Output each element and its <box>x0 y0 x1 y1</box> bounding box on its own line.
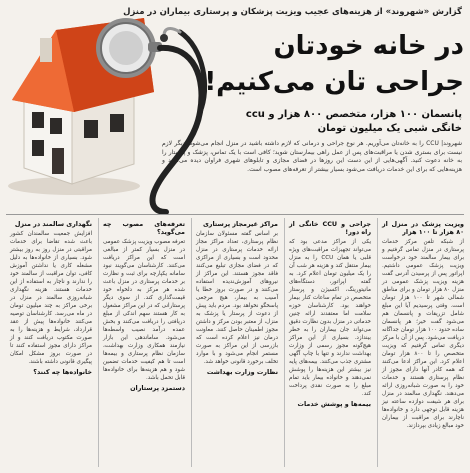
column-subheading: نگهداری سالمند در منزل <box>14 220 92 228</box>
subhead-line-2: خانگی شبی یک میلیون تومان <box>317 123 462 134</box>
headline-line-2: جراحی تان می‌کنیم! <box>204 67 464 97</box>
article-intro: شهروند| CCU را به خانه‌تان می‌آوریم. هر نوع جراحی و درمانی که لازم داشته باشید در منزل انجام می‌شود. دیگر لازم نیست برای بستری شدن یا مراقبت‌های پس از عمل راهی بیمارستان شوید؛ کافی است با یک تماس، پزشک و پرستار را به خانه دعوت کنید. آگهی‌هایی از این دست این روزها در فضای مجازی و تابلوهای شهری فراوان دیده می‌شود و هزینه‌هایی که برای این خدمات دریافت می‌شود بسیار بیشتر از تعرفه‌های مصوب است. <box>162 140 463 173</box>
column-subheading: نظارت وزارت بهداشت <box>206 368 278 376</box>
column-subheading: خانواده‌ها چه کنند؟ <box>33 368 92 376</box>
article-column-1 <box>377 218 464 467</box>
column-subheading: جراحی و CCU خانگی از راه دور! <box>289 220 371 236</box>
article-column-3 <box>191 218 278 467</box>
subhead-line-1: پانسمان ۱۰۰ هزار، متخصص ۸۰۰ هزار و ccu <box>245 109 462 120</box>
column-subheading: مراکز غیرمجاز پرستاری <box>202 220 278 228</box>
headline-line-1: در خانه خودتان <box>273 31 464 61</box>
column-subheading: ویزیت پزشک در منزل از ۸۰ هزار تا ۱۰۰ هزار <box>382 220 464 236</box>
article-column-5 <box>6 218 92 467</box>
column-text: بر اساس گفته مسئولان سازمان نظام پرستاری، تعداد مراکز مجاز ارائه خدمات پرستاری در منزل محدود است و بسیاری از مراکزی که در فضای مجازی تبلیغ می‌کنند فاقد مجوز هستند. این مراکز از نیروهای آموزش‌ندیده استفاده می‌کنند و در صورت بروز خطا یا آسیب به بیمار، هیچ مرجعی پاسخگو نخواهد بود. مردم باید پیش از دعوت از پرستار یا پزشک به منزل، از معتبر بودن مرکز و داشتن مجوز اطمینان حاصل کنند. معاونت درمان نیز اعلام کرده است که بازرسی از این مراکز به صورت مستمر انجام می‌شود و با موارد تخلف برخورد قانونی خواهد شد. <box>196 231 278 365</box>
section-divider <box>6 214 464 215</box>
article-column-2 <box>284 218 371 467</box>
article-subhead <box>222 108 462 136</box>
article-kicker: گزارش «شهروند» از هزینه‌های عجیب ویزیت پزشکان و پرستاری بیماران در منزل <box>123 7 462 17</box>
column-subheading: تعرفه‌های مصوب چه می‌گوید؟ <box>103 220 185 236</box>
article-columns <box>6 218 464 467</box>
column-text: تعرفه مصوب ویزیت پزشک عمومی در منزل بسیار کمتر از مبالغی است که این مراکز دریافت می‌کنند. کارشناسان می‌گویند نبود سامانه یکپارچه برای ثبت و نظارت بر خدمات پرستاری در منزل باعث شده هر مرکز به دلخواه خود قیمت‌گذاری کند. از سوی دیگر پرستارانی که در این مراکز مشغول به کار هستند سهم اندکی از مبلغ دریافتی را دریافت می‌کنند و بخش عمده درآمد نصیب واسطه‌ها می‌شود. ساماندهی این بازار نیازمند همکاری وزارت بهداشت، سازمان نظام پرستاری و بیمه‌ها است تا هم کیفیت خدمات تضمین شود و هم هزینه‌ها برای خانواده‌ها قابل تحمل باشد. <box>103 239 185 381</box>
column-text: افزایش جمعیت سالمندان کشور باعث شده تقاضا برای خدمات مراقبتی در منزل روز به روز بیشتر شود. بسیاری از خانواده‌ها به دلیل مشغله کاری یا نداشتن آموزش کافی، توان مراقبت از سالمند خود را ندارند و ناچار به استفاده از این خدمات هستند. هزینه نگهداری شبانه‌روزی سالمند در منزل در برخی مراکز به چند میلیون تومان در ماه می‌رسد. کارشناسان توصیه می‌کنند خانواده‌ها پیش از عقد قرارداد، شرایط و هزینه‌ها را به صورت مکتوب دریافت کنند و از مراکز دارای مجوز استفاده کنند تا در صورت بروز مشکل امکان پیگیری قانونی داشته باشند. <box>10 231 92 365</box>
article-column-4 <box>98 218 185 467</box>
column-text: از شبکه تلفن مرکز خدمات پرستاری در منزل تماس گرفتیم و برای بیمار سالمند خود درخواست ویزیت پزشک عمومی داشتیم. اپراتور پس از پرسیدن آدرس گفت هزینه ویزیت پزشک عمومی در منزل ۸۰ هزار تومان و برای مناطق شمالی شهر تا ۱۰۰ هزار تومان است. وقتی پرسیدیم آیا این مبلغ شامل تزریقات و پانسمان هم می‌شود گفت خیر؛ هر پانسمان ساده حدود ۱۰۰ هزار تومان جداگانه دریافت می‌شود. پس از آن با مرکز دیگری تماس گرفتیم که ویزیت متخصص را تا ۸۰۰ هزار تومان اعلام کرد. این مراکز ادعا می‌کنند که همه کادر آنها دارای مجوز از نظام پرستاری هستند و خدمات خود را به صورت شبانه‌روزی ارائه می‌دهند. نگهداری سالمند در منزل برای هر شیفت دوازده ساعته نیز هزینه قابل توجهی دارد و خانواده‌ها ناچارند برای مراقبت از بیماران خود مبالغ زیادی بپردازند. <box>382 239 464 429</box>
column-subheading: بیمه‌ها و پوشش خدمات <box>297 400 371 408</box>
column-text: یکی از مراکز مدعی بود که می‌تواند تجهیزات مراقبت‌های ویژه قلبی یا همان CCU را به منزل بیمار منتقل کند و هزینه هر شب آن را یک میلیون تومان اعلام کرد. به گفته اپراتور، دستگاه‌های مانیتورینگ، اکسیژن و پرستار متخصص در تمام ساعات کنار بیمار خواهند بود. کارشناسان حوزه سلامت اما معتقدند ارائه چنین خدماتی در منزل بدون نظارت دقیق می‌تواند جان بیماران را به خطر بیندازد. بسیاری از این مراکز هیچ‌گونه مجوز رسمی از وزارت بهداشت ندارند و تنها با چاپ آگهی مشتری جذب می‌کنند. بیمه‌های پایه نیز بیشتر این هزینه‌ها را پوشش نمی‌دهند و خانواده بیمار باید تمام مبلغ را به صورت نقدی پرداخت کند. <box>289 239 372 397</box>
column-subheading: دستمزد پرستاران <box>130 384 185 392</box>
house-stethoscope-illustration <box>4 8 214 216</box>
